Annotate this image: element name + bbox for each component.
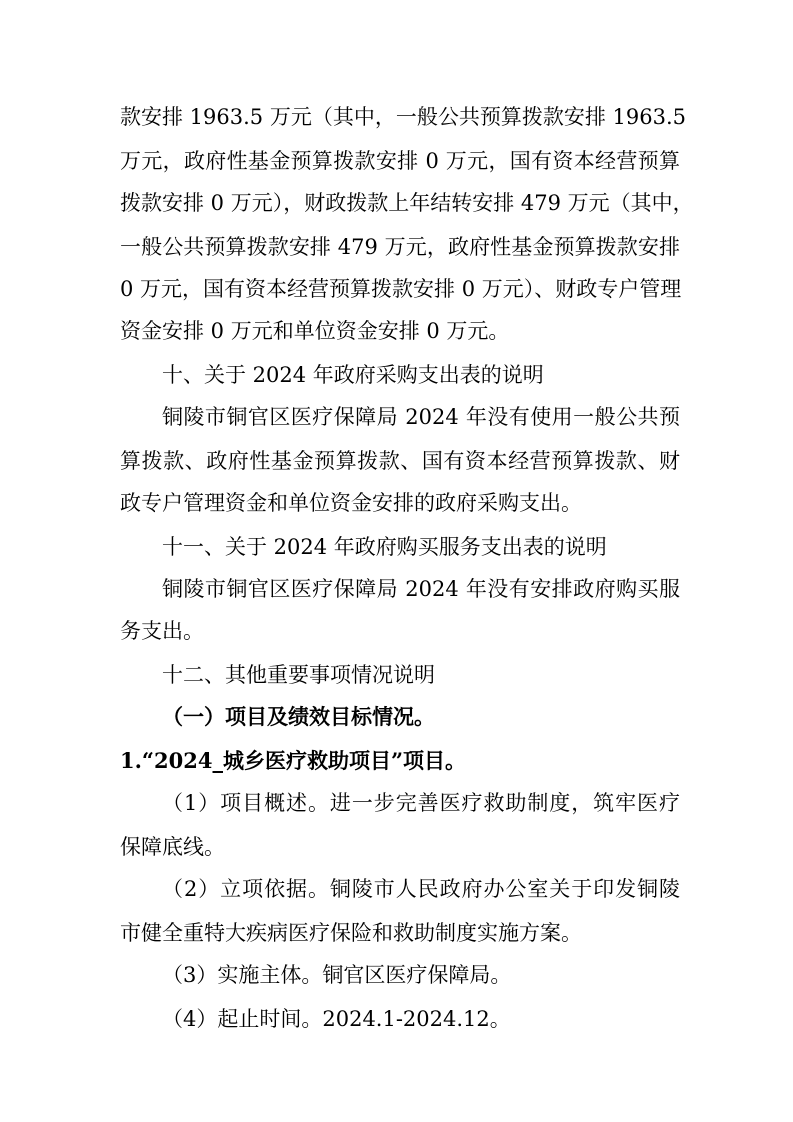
paragraph-line: 保障底线。: [120, 835, 225, 859]
section-heading-11: 十一、关于 2024 年政府购买服务支出表的说明: [162, 535, 607, 559]
paragraph-line: （4）起止时间。2024.1-2024.12。: [162, 1007, 511, 1031]
paragraph-line: 市健全重特大疾病医疗保险和救助制度实施方案。: [120, 921, 582, 945]
paragraph-line: 资金安排 0 万元和单位资金安排 0 万元。: [120, 319, 510, 343]
section-heading-10: 十、关于 2024 年政府采购支出表的说明: [162, 363, 544, 387]
paragraph-line: （1）项目概述。进一步完善医疗救助制度，筑牢医疗: [162, 791, 680, 815]
paragraph-line: 政专户管理资金和单位资金安排的政府采购支出。: [120, 491, 582, 515]
paragraph-line: 务支出。: [120, 619, 204, 643]
project-title: 1.“2024_城乡医疗救助项目”项目。: [120, 748, 467, 773]
paragraph-line: 铜陵市铜官区医疗保障局 2024 年没有使用一般公共预: [162, 405, 680, 429]
paragraph-line: 0 万元，国有资本经营预算拨款安排 0 万元）、财政专户管理: [120, 277, 682, 301]
paragraph-line: 一般公共预算拨款安排 479 万元，政府性基金预算拨款安排: [120, 235, 680, 259]
subsection-heading: （一）项目及绩效目标情况。: [162, 704, 435, 729]
paragraph-line: 万元，政府性基金预算拨款安排 0 万元，国有资本经营预算: [120, 149, 680, 173]
paragraph-line: （2）立项依据。铜陵市人民政府办公室关于印发铜陵: [162, 877, 680, 901]
section-heading-12: 十二、其他重要事项情况说明: [162, 663, 435, 687]
paragraph-line: （3）实施主体。铜官区医疗保障局。: [162, 963, 512, 987]
paragraph-line: 铜陵市铜官区医疗保障局 2024 年没有安排政府购买服: [162, 577, 680, 601]
paragraph-line: 款安排 1963.5 万元（其中，一般公共预算拨款安排 1963.5: [120, 105, 686, 129]
paragraph-line: 拨款安排 0 万元），财政拨款上年结转安排 479 万元（其中，: [120, 191, 694, 215]
paragraph-line: 算拨款、政府性基金预算拨款、国有资本经营预算拨款、财: [120, 449, 680, 473]
